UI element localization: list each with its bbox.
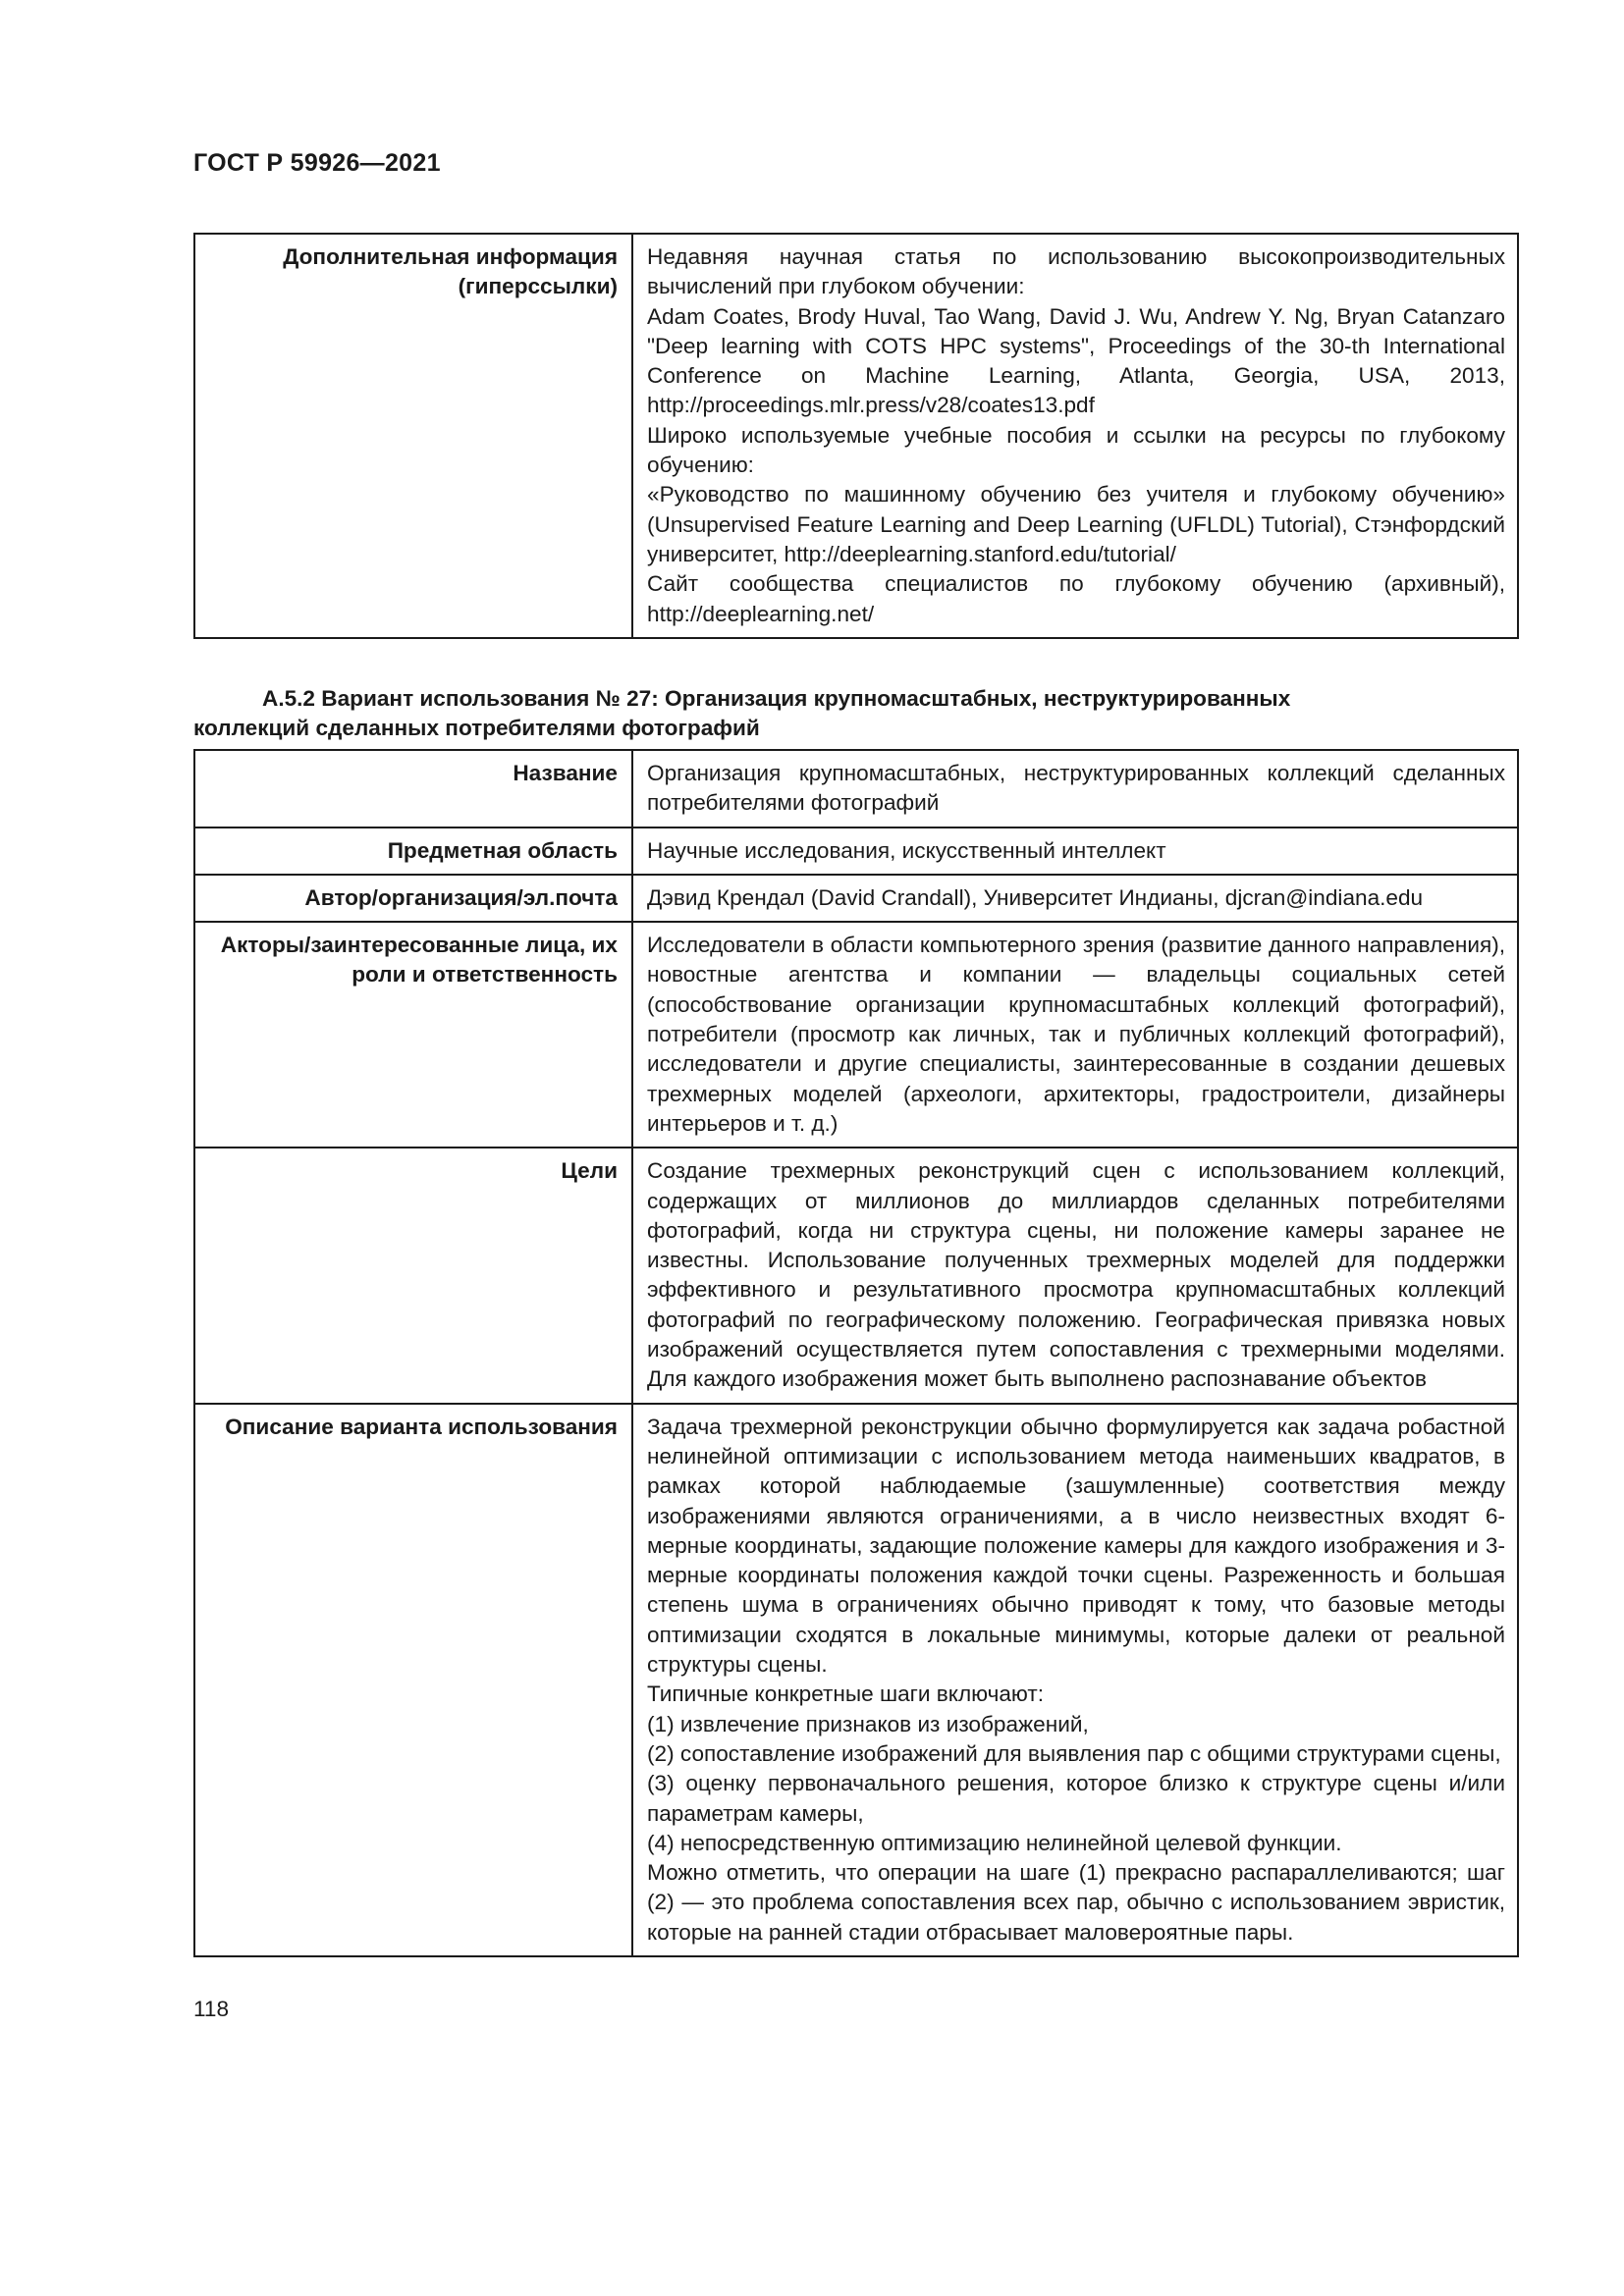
table-row <box>194 1148 1518 1403</box>
row-value <box>632 234 1518 638</box>
text-line: Широко используемые учебные пособия и ссылки на ресурсы по глубокому обучению: <box>647 422 1505 478</box>
table-row <box>194 234 1518 638</box>
row-label: Название <box>194 750 632 828</box>
text-line: Можно отметить, что операции на шаге (1) прекрасно распараллеливаются; шаг (2) — это проблема сопоставления всех пар, обычно с использованием эвристик, которые на ранней стадии отбрасывает маловероятные пары. <box>647 1860 1505 1945</box>
row-value <box>632 922 1518 1148</box>
text-line: (2) сопоставление изображений для выявления пар с общими структурами сцены, <box>647 1740 1501 1766</box>
text-line: (3) оценку первоначального решения, которое близко к структуре сцены и/или параметрам камеры, <box>647 1771 1505 1826</box>
use-case-table <box>193 749 1519 1957</box>
text-line: (1) извлечение признаков из изображений, <box>647 1711 1089 1736</box>
row-value <box>632 1404 1518 1956</box>
text-line: Исследователи в области компьютерного зрения (развитие данного направления), новостные агентства и компании — владельцы социальных сетей (способствование организации крупномасштабных коллекций фотографий), потребители (просмотр как личных, так и публичных коллекций фотографий), исследователи и другие специалисты, заинтересованные в создании дешевых трехмерных моделей (археологи, архитекторы, градостроители, дизайнеры интерьеров и т. д.) <box>647 933 1505 1136</box>
row-label: Автор/организация/эл.почта <box>194 875 632 922</box>
row-label: Цели <box>194 1148 632 1403</box>
table-row <box>194 1404 1518 1956</box>
additional-info-table <box>193 233 1519 639</box>
section-title-line: А.5.2 Вариант использования № 27: Организация крупномасштабных, неструктурированных <box>262 686 1291 711</box>
row-label: Предметная область <box>194 828 632 875</box>
table-row <box>194 922 1518 1148</box>
row-label: Описание варианта использования <box>194 1404 632 1956</box>
text-line: Научные исследования, искусственный интеллект <box>647 837 1166 863</box>
text-line: Задача трехмерной реконструкции обычно формулируется как задача робастной нелинейной оптимизации с использованием метода наименьших квадратов, в рамках которой наблюдаемые (зашумленные) соответствия между изображениями являются ограничениями, а в число неизвестных входят 6-мерные координаты, задающие положение камеры для каждого изображения и 3-мерные координаты положения каждой точки сцены. Разреженность и большая степень шума в ограничениях обычно приводят к тому, что базовые методы оптимизации сходятся в локальные минимумы, которые далеки от реальной структуры сцены. <box>647 1414 1505 1678</box>
row-value <box>632 750 1518 828</box>
row-label: Дополнительная информация (гиперссылки) <box>194 234 632 638</box>
page-number: 118 <box>193 1997 230 2021</box>
row-value <box>632 828 1518 875</box>
text-line: (4) непосредственную оптимизацию нелинейной целевой функции. <box>647 1830 1342 1855</box>
table-row <box>194 875 1518 922</box>
row-value <box>632 875 1518 922</box>
row-value <box>632 1148 1518 1403</box>
table-row <box>194 828 1518 875</box>
text-line: Организация крупномасштабных, неструктурированных коллекций сделанных потребителями фотографий <box>647 761 1505 816</box>
text-line: «Руководство по машинному обучению без учителя и глубокому обучению» (Unsupervised Feature Learning and Deep Learning (UFLDL) Tutorial), Стэнфордский университет, http://deeplearning.stanford.edu/tutorial/ <box>647 482 1505 566</box>
section-title-line: коллекций сделанных потребителями фотографий <box>193 716 760 740</box>
section-title <box>193 684 1519 743</box>
table-row <box>194 750 1518 828</box>
text-line: Adam Coates, Brody Huval, Tao Wang, David J. Wu, Andrew Y. Ng, Bryan Catanzaro "Deep learning with COTS HPC systems", Proceedings of the 30-th International Conference on Machine Learning, Atlanta, Georgia, USA, 2013, http://proceedings.mlr.press/v28/coates13.pdf <box>647 303 1505 418</box>
document-code-header: ГОСТ Р 59926—2021 <box>193 149 441 177</box>
text-line: Создание трехмерных реконструкций сцен с использованием коллекций, содержащих от миллионов до миллиардов сделанных потребителями фотографий, когда ни структура сцены, ни положение камеры заранее не известны. Использование полученных трехмерных моделей для поддержки эффективного и результативного просмотра крупномасштабных коллекций фотографий по географическому положению. Географическая привязка новых изображений осуществляется путем сопоставления с трехмерными моделями. Для каждого изображения может быть выполнено распознавание объектов <box>647 1158 1505 1392</box>
text-line: Дэвид Крендал (David Crandall), Университет Индианы, djcran@indiana.edu <box>647 884 1424 910</box>
text-line: Сайт сообщества специалистов по глубокому обучению (архивный), http://deeplearning.net/ <box>647 571 1505 626</box>
row-label: Акторы/заинтересованные лица, их роли и ответственность <box>194 922 632 1148</box>
text-line: Типичные конкретные шаги включают: <box>647 1682 1044 1707</box>
text-line: Недавняя научная статья по использованию высокопроизводительных вычислений при глубоком обучении: <box>647 244 1505 299</box>
